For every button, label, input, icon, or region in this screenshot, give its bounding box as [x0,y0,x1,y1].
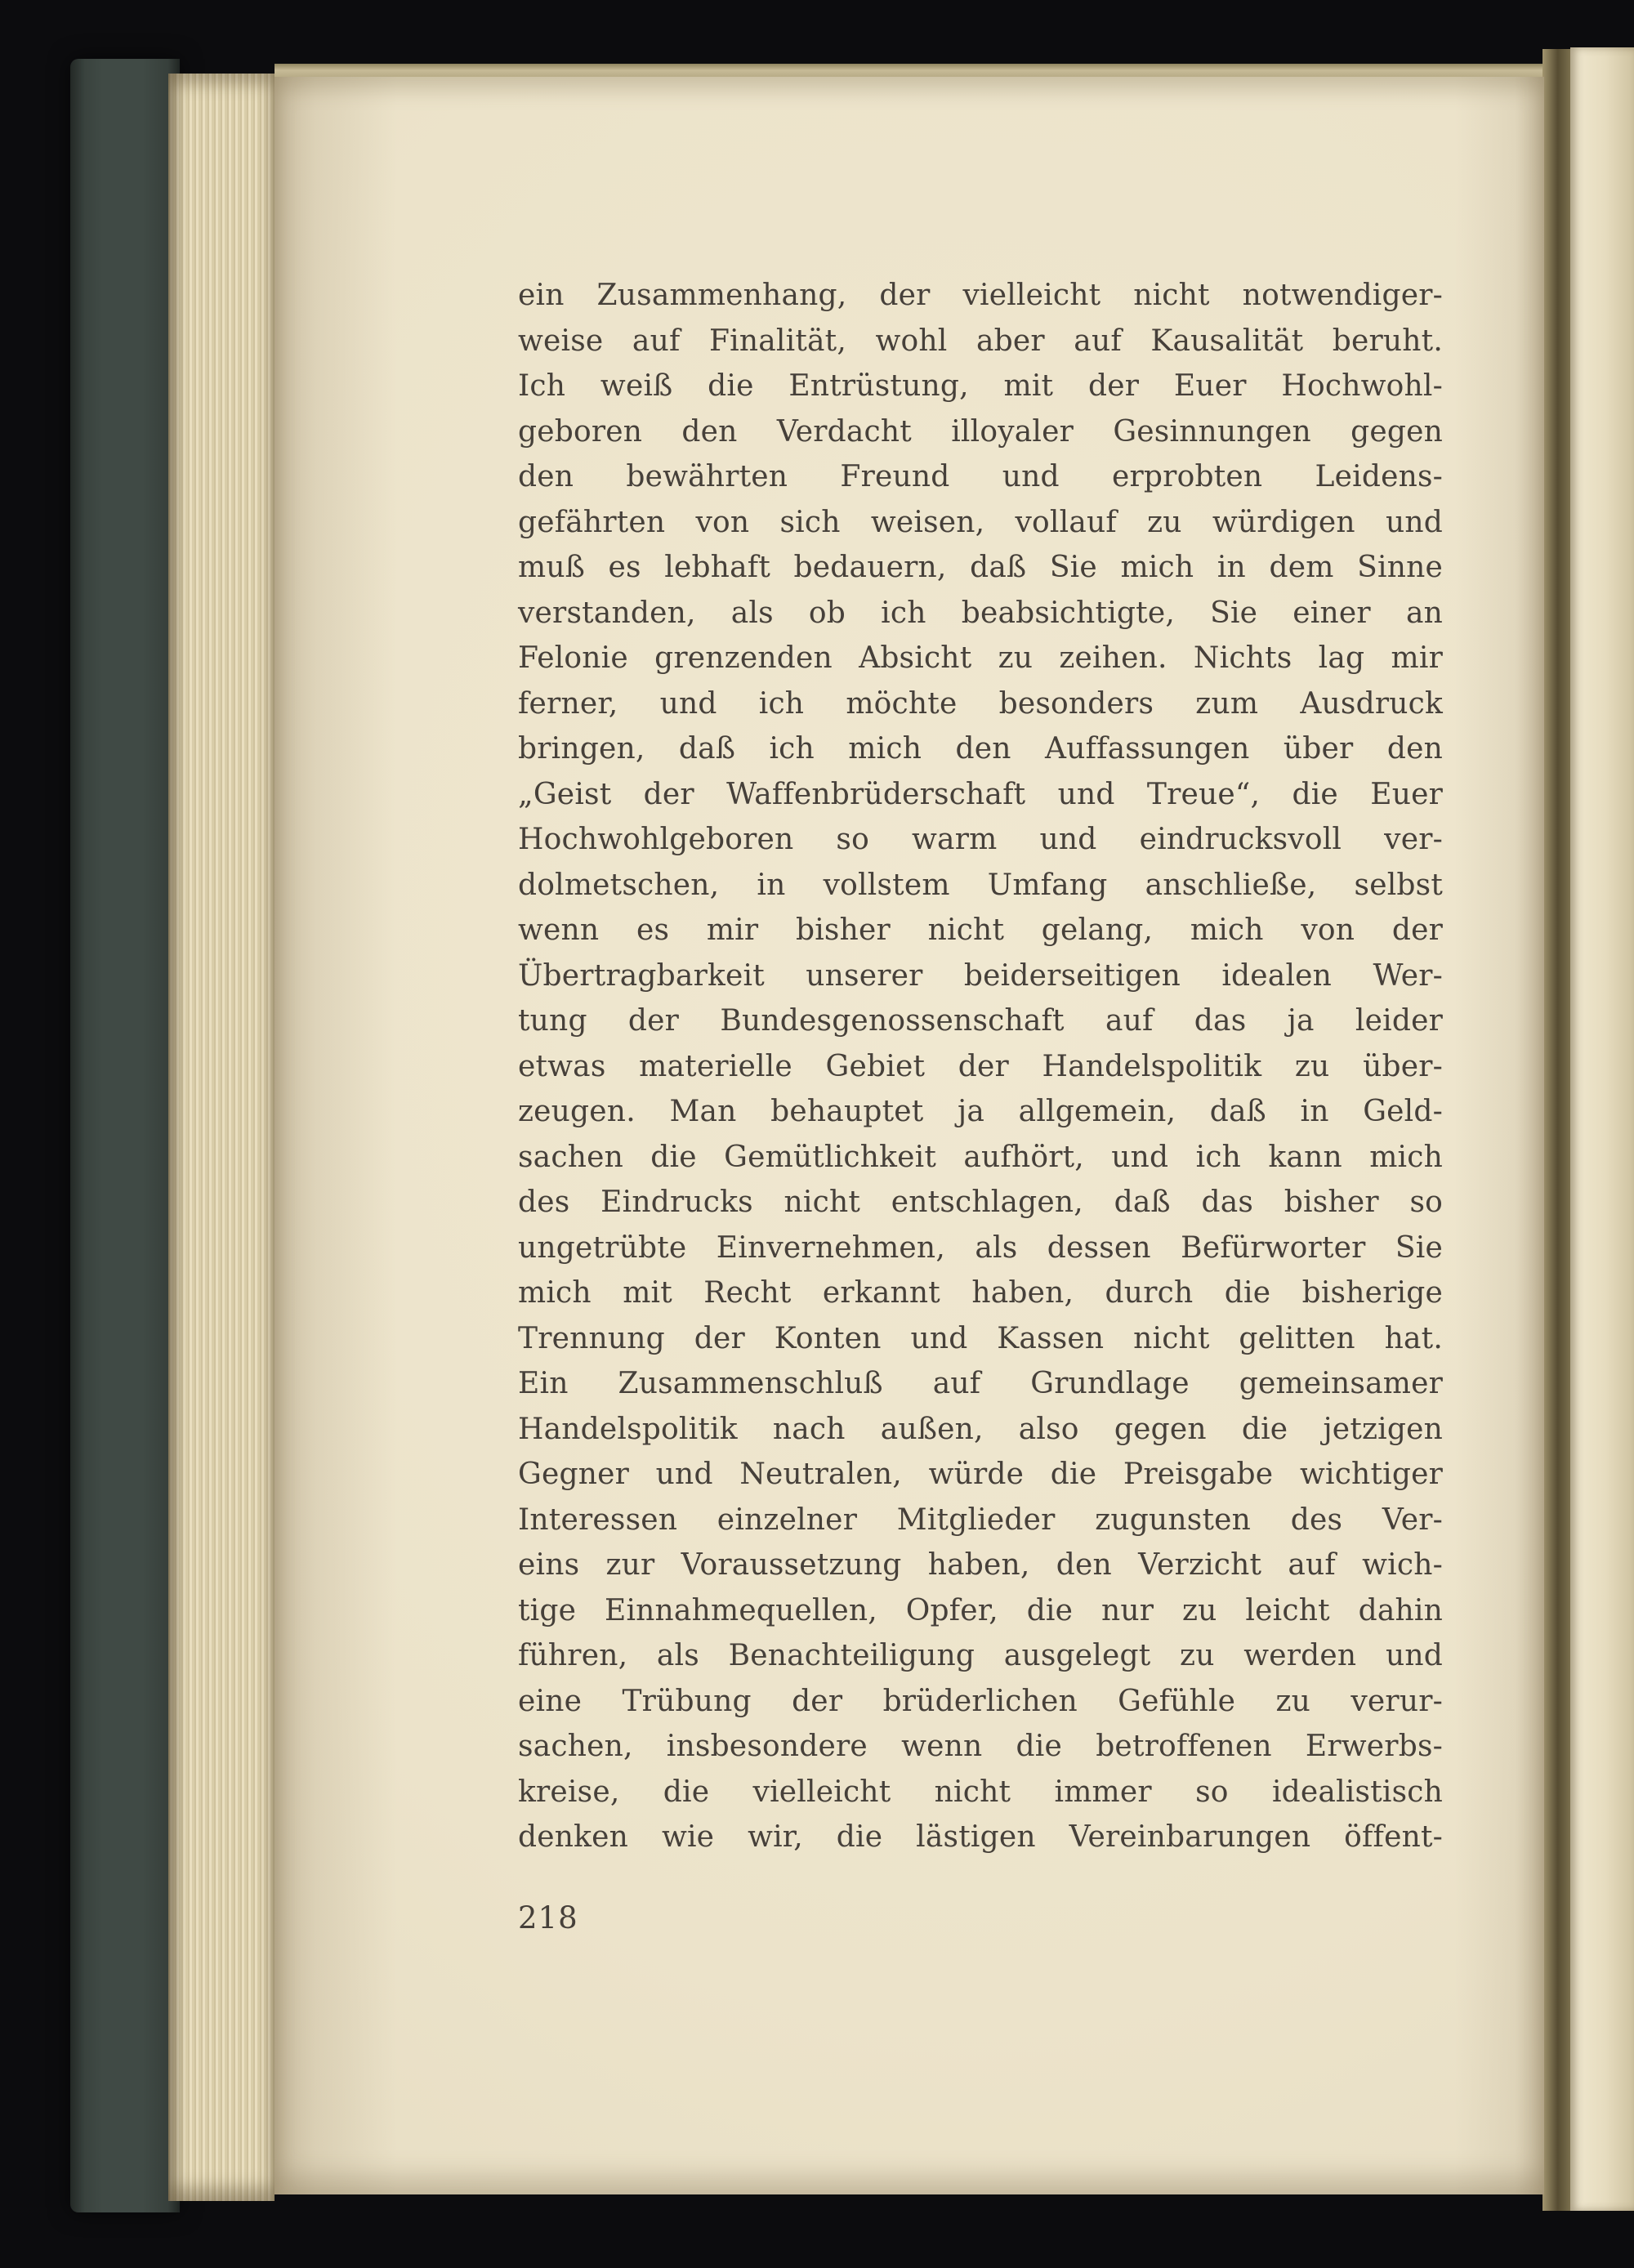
text-line: des Eindrucks nicht entschlagen, daß das bisher so [518,1185,1443,1219]
next-page-sliver [1570,47,1634,2211]
book-cover [70,59,180,2212]
text-line: Ein Zusammenschluß auf Grundlage gemeinsamer [518,1367,1443,1400]
text-line: kreise, die vielleicht nicht immer so idealistisch [518,1775,1443,1809]
text-line: Ich weiß die Entrüstung, mit der Euer Hochwohl- [518,369,1443,403]
text-line: ungetrübte Einvernehmen, als dessen Befürworter Sie [518,1230,1443,1265]
text-line: den bewährten Freund und erprobten Leidens- [518,460,1443,493]
text-line: zeugen. Man behauptet ja allgemein, daß in Geld- [518,1095,1443,1128]
text-line: sachen die Gemütlichkeit aufhört, und ich kann mich [518,1140,1443,1174]
text-line: gefährten von sich weisen, vollauf zu würdigen und [518,505,1443,539]
text-line: Interessen einzelner Mitglieder zugunsten des Ver- [518,1502,1443,1537]
text-line: ein Zusammenhang, der vielleicht nicht notwendiger- [518,279,1443,312]
text-line: denken wie wir, die lästigen Vereinbarungen öffent- [518,1820,1443,1854]
text-line: Felonie grenzenden Absicht zu zeihen. Nichts lag mir [518,641,1443,675]
text-line: muß es lebhaft bedauern, daß Sie mich in dem Sinne [518,551,1443,584]
text-line: Handelspolitik nach außen, also gegen die jetzigen [518,1412,1443,1446]
text-line: eins zur Voraussetzung haben, den Verzicht auf wich- [518,1548,1443,1582]
text-line: Übertragbarkeit unserer beiderseitigen idealen Wer- [518,958,1443,993]
page-fore-edges [168,74,275,2201]
text-line: bringen, daß ich mich den Auffassungen über den [518,732,1443,766]
text-line: tige Einnahmequellen, Opfer, die nur zu leicht dahin [518,1593,1443,1627]
page-text [518,273,1443,1860]
text-line: Hochwohlgeboren so warm und eindrucksvoll ver- [518,823,1443,856]
text-line: verstanden, als ob ich beabsichtigte, Sie einer an [518,596,1443,630]
text-line: führen, als Benachteiligung ausgelegt zu werden und [518,1639,1443,1672]
page-crease [1542,49,1570,2211]
text-line: geboren den Verdacht illoyaler Gesinnungen gegen [518,414,1443,449]
book-page [275,77,1544,2194]
text-line: wenn es mir bisher nicht gelang, mich von der [518,913,1443,947]
text-line: etwas materielle Gebiet der Handelspolitik zu über- [518,1049,1443,1083]
text-line: ferner, und ich möchte besonders zum Ausdruck [518,686,1443,721]
background-corner [899,0,1634,47]
text-line: weise auf Finalität, wohl aber auf Kausalität beruht. [518,324,1443,358]
text-line: „Geist der Waffenbrüderschaft und Treue“, die Euer [518,777,1443,811]
text-line: Trennung der Konten und Kassen nicht gelitten hat. [518,1321,1443,1355]
text-line: tung der Bundesgenossenschaft auf das ja leider [518,1004,1443,1038]
text-line: Gegner und Neutralen, würde die Preisgabe wichtiger [518,1458,1443,1491]
page-number: 218 [518,1900,578,1935]
text-line: eine Trübung der brüderlichen Gefühle zu verur- [518,1684,1443,1718]
text-line: dolmetschen, in vollstem Umfang anschließe, selbst [518,868,1443,902]
text-line: mich mit Recht erkannt haben, durch die bisherige [518,1276,1443,1310]
text-line: sachen, insbesondere wenn die betroffenen Erwerbs- [518,1730,1443,1763]
